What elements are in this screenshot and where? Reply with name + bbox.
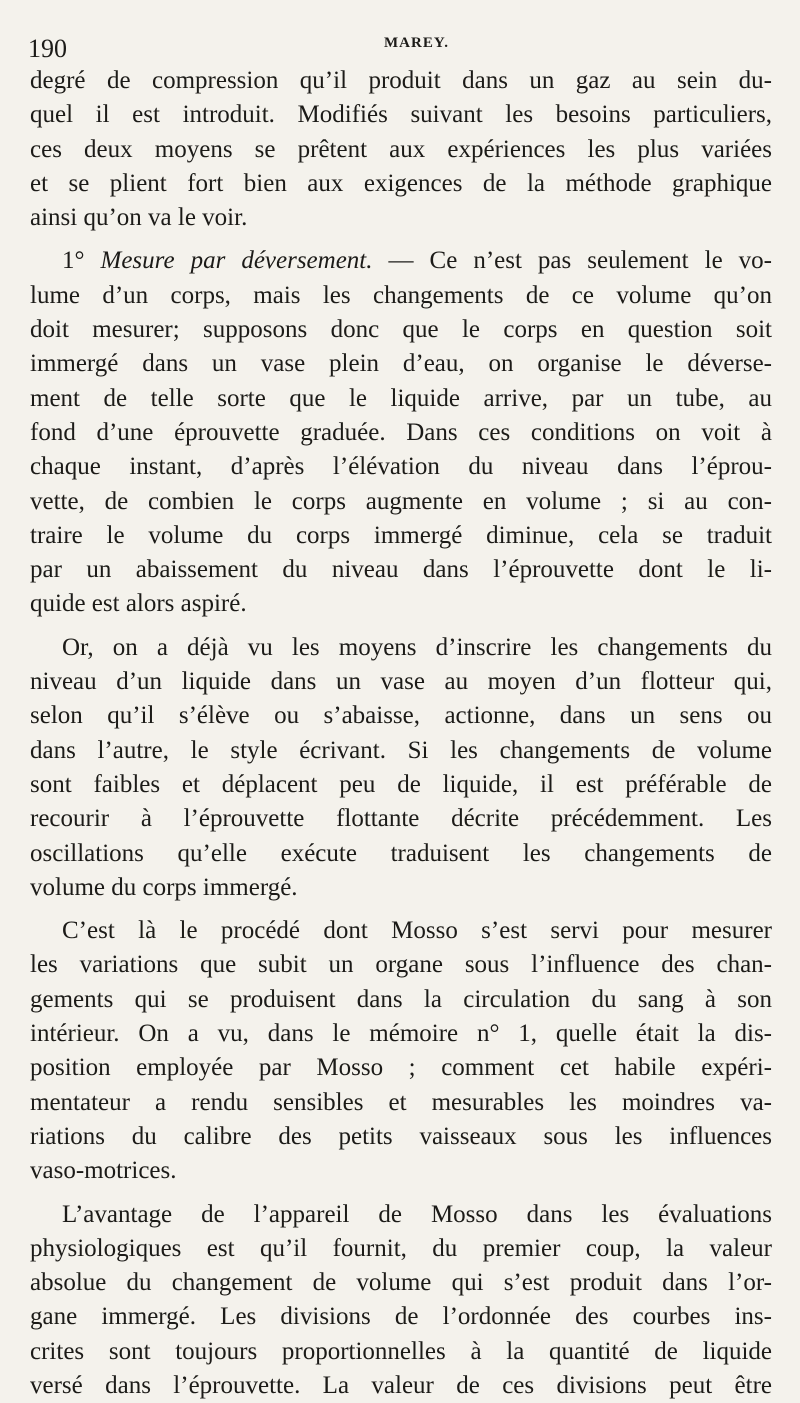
paragraph [30,244,772,621]
text-line: les variations que subit un organe sous l’influence des chan- [30,948,772,982]
text-line: versé dans l’éprouvette. La valeur de ces divisions peut être [30,1369,772,1403]
text-line: L’avantage de l’appareil de Mosso dans les évaluations [30,1198,772,1232]
section-heading: Mesure par déversement. [101,247,373,274]
text-line: ces deux moyens se prêtent aux expériences les plus variées [30,133,772,167]
text-line: selon qu’il s’élève ou s’abaisse, actionne, dans un sens ou [30,699,772,733]
body-text [30,64,772,1403]
text-line: C’est là le procédé dont Mosso s’est servi pour mesurer [30,914,772,948]
text-line: ment de telle sorte que le liquide arrive, par un tube, au [30,382,772,416]
text-line: oscillations qu’elle exécute traduisent les changements de [30,837,772,871]
text-line: niveau d’un liquide dans un vase au moyen d’un flotteur qui, [30,665,772,699]
text-line: quel il est introduit. Modifiés suivant les besoins particuliers, [30,98,772,132]
text-line: Or, on a déjà vu les moyens d’inscrire les changements du [30,631,772,665]
page-header [28,30,770,60]
running-head: MAREY. [384,35,449,52]
text-line: traire le volume du corps immergé diminue, cela se traduit [30,519,772,553]
text-line: doit mesurer; supposons donc que le corps en question soit [30,313,772,347]
text-line [30,244,772,278]
text-line: ainsi qu’on va le voir. [30,201,772,235]
text-line: lume d’un corps, mais les changements de ce volume qu’on [30,279,772,313]
text-line: volume du corps immergé. [30,871,772,905]
text-line: crites sont toujours proportionnelles à la quantité de liquide [30,1335,772,1369]
text-line: riations du calibre des petits vaisseaux sous les influences [30,1120,772,1154]
text-line: et se plient fort bien aux exigences de la méthode graphique [30,167,772,201]
text-line: gements qui se produisent dans la circulation du sang à son [30,983,772,1017]
text-line: absolue du changement de volume qui s’est produit dans l’or- [30,1266,772,1300]
paragraph [30,914,772,1188]
text-line: degré de compression qu’il produit dans un gaz au sein du- [30,64,772,98]
text-line: immergé dans un vase plein d’eau, on organise le déverse- [30,347,772,381]
section-number: 1° [62,247,101,274]
text-line: quide est alors aspiré. [30,587,772,621]
text-line: vette, de combien le corps augmente en volume ; si au con- [30,485,772,519]
text-line: physiologiques est qu’il fournit, du premier coup, la valeur [30,1232,772,1266]
paragraph [30,631,772,905]
text-line: vaso-motrices. [30,1154,772,1188]
text-line: gane immergé. Les divisions de l’ordonnée des courbes ins- [30,1300,772,1334]
paragraph [30,64,772,235]
text-line: chaque instant, d’après l’élévation du niveau dans l’éprou- [30,450,772,484]
text-line: recourir à l’éprouvette flottante décrite précédemment. Les [30,802,772,836]
text-line: fond d’une éprouvette graduée. Dans ces conditions on voit à [30,416,772,450]
page-number: 190 [28,34,67,64]
text-line: sont faibles et déplacent peu de liquide, il est préférable de [30,768,772,802]
text-line: position employée par Mosso ; comment cet habile expéri- [30,1051,772,1085]
text-fragment: — Ce n’est pas seulement le vo- [373,247,773,274]
text-line: par un abaissement du niveau dans l’éprouvette dont le li- [30,553,772,587]
paragraph [30,1198,772,1403]
text-line: mentateur a rendu sensibles et mesurables les moindres va- [30,1086,772,1120]
text-line: dans l’autre, le style écrivant. Si les changements de volume [30,734,772,768]
text-line: intérieur. On a vu, dans le mémoire n° 1, quelle était la dis- [30,1017,772,1051]
